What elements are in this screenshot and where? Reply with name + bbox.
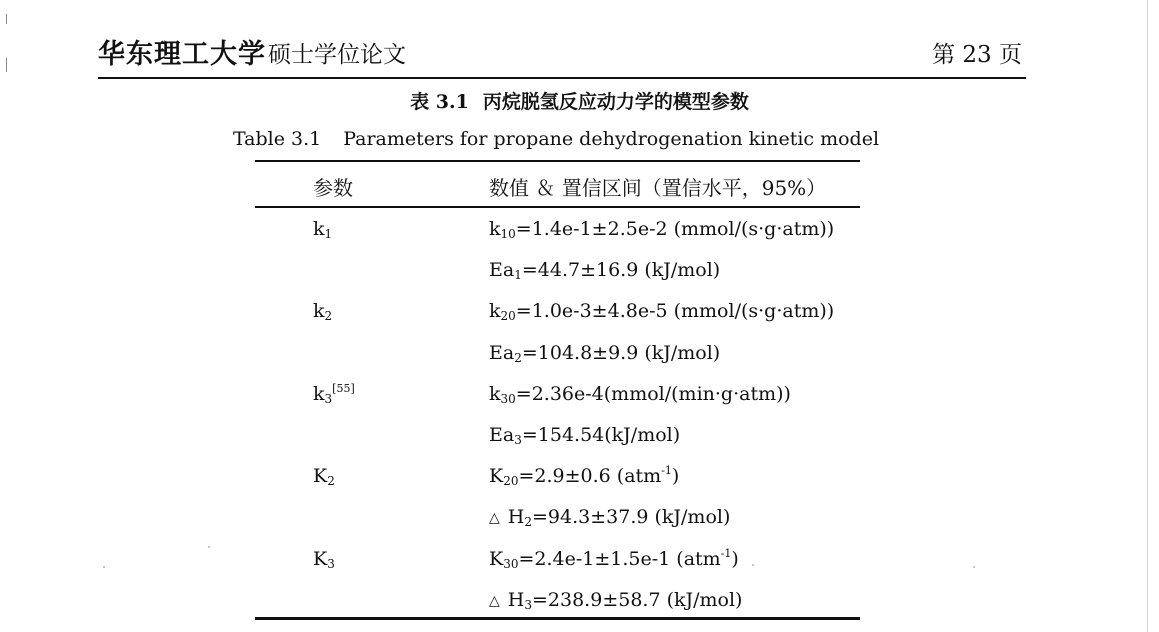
value-subscript: 30	[503, 556, 519, 571]
parameter-value: $k_{10}=1.4e-1\pm 2.5e-2$ (mmol/(s·g·atm))	[489, 218, 835, 241]
parameter-subscript: 2	[324, 309, 333, 324]
header-rule	[98, 77, 1026, 79]
caption-cn-title: 丙烷脱氢反应动力学的模型参数	[482, 91, 749, 113]
parameter-symbol: $k_2$	[313, 300, 333, 324]
table-row	[255, 540, 860, 581]
university-name: 华东理工大学	[98, 39, 266, 70]
delta-symbol: △	[489, 592, 500, 609]
table-row	[255, 416, 860, 457]
parameter-value: $k_{30}=2.36e-4(mmol/(\min\cdot g\cdot atm))$	[489, 382, 791, 406]
unit-exponent: -1	[661, 464, 672, 478]
table-row	[255, 375, 860, 416]
parameter-subscript: 2	[327, 474, 335, 489]
scan-speck	[973, 566, 975, 568]
value-subscript: 2	[524, 515, 532, 530]
value-subscript: 30	[500, 391, 516, 406]
parameter-value: $K_{30}=2.4e-1\pm 1.5e-1$ (atm$^{-1}$)	[489, 546, 739, 571]
parameter-subscript: 1	[324, 227, 333, 241]
thesis-type: 硕士学位论文	[268, 42, 406, 68]
parameter-value: △ $H_3=238.9\pm 58.7$ (kJ/mol)	[489, 588, 743, 612]
scan-edge-mark	[6, 58, 7, 72]
scan-edge-mark	[6, 14, 7, 24]
caption-en-title: Parameters for propane dehydrogenation kinetic model	[343, 128, 880, 150]
value-subscript: 2	[514, 350, 522, 365]
parameter-value: $Ea_3=154.54(kJ/mol)$	[489, 424, 681, 447]
value-subscript: 1	[514, 268, 522, 283]
value-subscript: 20	[500, 309, 516, 324]
value-subscript: 3	[524, 597, 532, 612]
page-number: 第 23 页	[932, 42, 1022, 68]
scan-speck	[208, 546, 210, 548]
table-caption-en	[0, 128, 1112, 150]
parameter-value: $Ea_2=104.8\pm 9.9$ (kJ/mol)	[489, 341, 721, 365]
table-row	[255, 292, 860, 333]
value-subscript: 3	[514, 433, 522, 447]
parameter-symbol: $k_1$	[313, 218, 333, 241]
column-header-value: 数值 ＆ 置信区间（置信水平，95%）	[489, 176, 827, 200]
parameter-value: $Ea_1=44.7\pm 16.9$ (kJ/mol)	[489, 259, 721, 283]
table-row	[255, 251, 860, 292]
table-row	[255, 581, 860, 622]
value-subscript: 20	[503, 474, 519, 489]
unit-exponent: -1	[720, 546, 732, 560]
table-row	[255, 457, 860, 498]
table-row	[255, 210, 860, 251]
parameter-value: $k_{20}=1.0e-3\pm 4.8e-5$ (mmol/(s·g·atm))	[489, 300, 835, 324]
parameter-symbol: $K_3$	[313, 547, 335, 571]
parameter-subscript: 3	[324, 391, 333, 406]
scan-speck	[103, 566, 105, 568]
caption-cn-number: 表 3.1	[410, 91, 469, 113]
table-row	[255, 334, 860, 375]
page-header	[98, 30, 1022, 70]
caption-en-number: Table 3.1	[232, 128, 322, 150]
table-row	[255, 498, 860, 539]
delta-symbol: △	[489, 510, 500, 527]
parameter-value: △ $H_2=94.3\pm 37.9$ (kJ/mol)	[489, 506, 731, 530]
table-header-row	[255, 160, 860, 208]
citation-ref: [55]	[332, 381, 355, 395]
table-caption-cn	[0, 87, 1159, 114]
value-subscript: 10	[500, 227, 516, 241]
parameter-subscript: 3	[327, 556, 335, 571]
parameter-symbol: $k_3[55]$	[313, 381, 355, 406]
parameter-value: $K_{20}=2.9\pm 0.6$ (atm$^{-1}$)	[489, 464, 680, 489]
parameter-symbol: $K_2$	[313, 465, 335, 489]
column-header-parameter: 参数	[313, 176, 353, 200]
